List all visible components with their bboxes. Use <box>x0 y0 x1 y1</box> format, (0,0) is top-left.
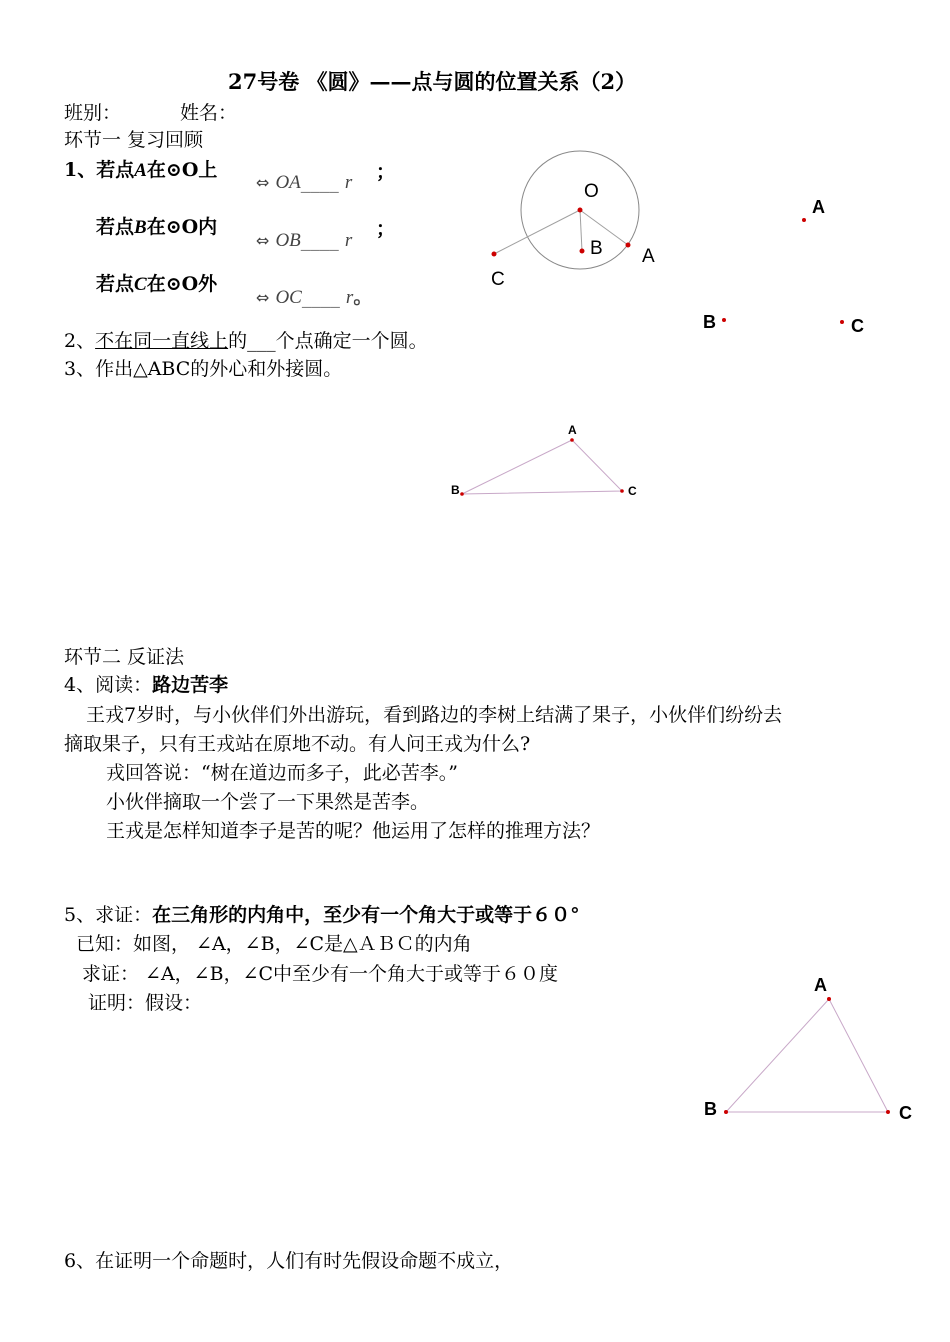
point-b <box>722 318 726 322</box>
q2-prefix: 2、 <box>64 330 96 352</box>
segment-oa <box>580 210 628 245</box>
q4-title: 路边苦李 <box>152 674 229 696</box>
q5-proof: 证明：假设： <box>88 992 203 1014</box>
q1-line1-expr: OA <box>275 172 301 193</box>
label-c: C <box>899 1103 912 1123</box>
q5-prove: 求证： ∠A，∠B，∠C中至少有一个角大于或等于６０度 <box>82 963 559 985</box>
point-a <box>802 218 806 222</box>
triangle-abc-large <box>704 975 912 1123</box>
triangle-outline <box>462 440 622 494</box>
q1-line2-r: r <box>344 230 353 251</box>
q1-line3-period: 。 <box>353 286 373 308</box>
point-b <box>580 249 585 254</box>
q1-line2-suffix: 在⊙O内 <box>146 216 218 238</box>
equivalence-arrow: ⇔ <box>256 231 270 250</box>
q1-line2-prefix: 若点 <box>96 216 135 238</box>
story-line-1: 王戎7岁时，与小伙伴们外出游玩，看到路边的李树上结满了果子，小伙伴们纷纷去 <box>86 704 783 726</box>
q1-line1-suffix: 在⊙O上 <box>146 159 218 181</box>
triangle-outline <box>726 999 888 1112</box>
q2-mid: 的 <box>228 330 248 352</box>
point-a <box>570 438 574 442</box>
story-line-3: 戎回答说：“树在道边而多子，此必苦李。” <box>106 762 458 784</box>
q1-line3-prefix: 若点 <box>96 273 135 295</box>
q1-line3-expr: OC <box>275 287 302 308</box>
name-label: 姓名： <box>180 102 238 124</box>
label-a: A <box>814 975 827 995</box>
section1-heading: 环节一 复习回顾 <box>64 129 204 151</box>
label-b: B <box>704 1099 717 1119</box>
equivalence-arrow: ⇔ <box>256 173 270 192</box>
q1-line2-semicolon: ； <box>376 218 396 240</box>
page-title: 27号卷 《圆》——点与圆的位置关系（2） <box>228 69 637 94</box>
label-a: A <box>568 423 577 437</box>
class-label: 班别： <box>64 102 122 124</box>
q1-line2-expr: OB <box>275 230 301 251</box>
segment-oc <box>494 210 580 254</box>
q1-line1-r: r <box>344 172 353 193</box>
q1-line3-blank: ____ <box>301 286 340 308</box>
q5-known: 已知：如图， ∠A，∠B，∠C是△ＡＢＣ的内角 <box>76 933 472 955</box>
q5-statement: 在三角形的内角中，至少有一个角大于或等于６０° <box>152 904 580 926</box>
story-line-2: 摘取果子，只有王戎站在原地不动。有人问王戎为什么? <box>64 733 531 755</box>
q1-line3-suffix: 在⊙O外 <box>146 273 218 295</box>
point-a <box>626 243 631 248</box>
label-c: C <box>851 316 864 336</box>
q1-line3-r: r <box>345 287 354 308</box>
label-o: O <box>584 181 599 202</box>
label-b: B <box>451 483 460 497</box>
point-c <box>620 489 624 493</box>
point-o <box>578 208 583 213</box>
q1-line1-blank: ____ <box>300 171 339 193</box>
point-b <box>724 1110 728 1114</box>
three-points-figure <box>703 197 864 336</box>
q1-line1-prefix: 1、若点 <box>64 159 135 181</box>
q1-line2-point: B <box>134 217 147 238</box>
segment-ob <box>580 210 582 251</box>
q1-line3-point: C <box>134 274 147 295</box>
point-c <box>886 1110 890 1114</box>
point-c <box>492 252 497 257</box>
q4-label: 4、阅读： <box>64 674 153 696</box>
label-a: A <box>812 197 825 217</box>
q1-line1-semicolon: ； <box>376 161 396 183</box>
point-b <box>460 492 464 496</box>
triangle-abc-small <box>451 423 637 498</box>
q2-suffix: 个点确定一个圆。 <box>275 330 428 352</box>
label-b: B <box>703 312 716 332</box>
point-a <box>827 997 831 1001</box>
section2-heading: 环节二 反证法 <box>64 646 185 668</box>
point-c <box>840 320 844 324</box>
q6: 6、在证明一个命题时，人们有时先假设命题不成立， <box>64 1250 514 1272</box>
story-line-4: 小伙伴摘取一个尝了一下果然是苦李。 <box>106 791 430 813</box>
q5-label: 5、求证： <box>64 904 153 926</box>
equivalence-arrow: ⇔ <box>256 288 270 307</box>
label-c: C <box>491 269 505 290</box>
story-line-5: 王戎是怎样知道李子是苦的呢？他运用了怎样的推理方法？ <box>106 820 601 842</box>
q1-line1-point: A <box>134 160 147 181</box>
q2-underlined: 不在同一直线上 <box>95 330 229 352</box>
q3: 3、作出△ABC的外心和外接圆。 <box>64 358 343 380</box>
q2-blank: ___ <box>247 330 276 352</box>
label-c: C <box>628 484 637 498</box>
label-a: A <box>642 246 655 267</box>
label-b: B <box>590 238 603 259</box>
q1-line2-blank: ____ <box>300 229 339 251</box>
circle-figure <box>491 151 655 290</box>
